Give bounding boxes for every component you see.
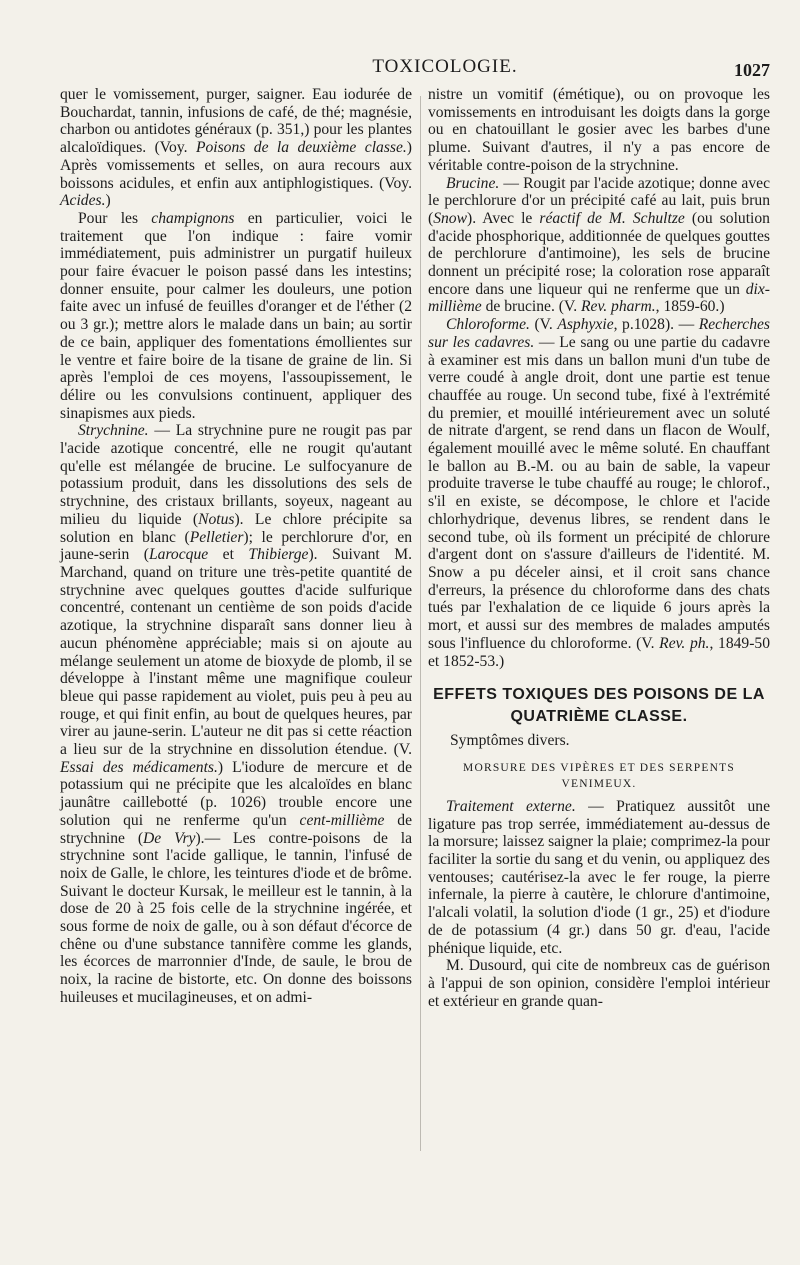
right-column-top-text	[428, 86, 770, 670]
italic-text: Rev. pharm.	[581, 298, 656, 316]
paragraph	[60, 86, 412, 210]
italic-text: Traitement externe.	[446, 797, 576, 815]
italic-text: dix-millième	[428, 280, 770, 316]
subsection-heading: MORSURE DES VIPÈRES ET DES SERPENTS VENIMEUX.	[463, 761, 735, 790]
text-run: quer le vomissement, purger, saigner. Eau iodurée de Bouchardat, tannin, infusions de café, de thé; magnésie, charbon ou antidotes généraux (p. 351,) pour les plantes alcaloïdiques. (Voy.	[60, 86, 412, 157]
italic-text: Brucine.	[446, 174, 500, 192]
italic-text: Essai des médicaments.	[60, 758, 218, 776]
paragraph	[428, 316, 770, 670]
text-run: et	[208, 546, 249, 564]
text-run: (V.	[529, 316, 558, 334]
italic-text: champignons	[151, 209, 235, 227]
text-run: — Pratiquez aussitôt une ligature pas trop serrée, immédiatement au-dessus de la morsure; laissez saigner la plaie; comprimez-la pour faciliter la sortie du sang et du venin, ou appliquez des ventouses; cautérisez-la avec le fer rouge, la pierre infernale, la pierre à cautère, le chlorure d'antimoine, l'alcali volatil, la solution d'iode (1 gr., 25) et d'iodure de de potassium (4 gr.) dans 50 gr. d'eau, l'acide phénique liquide, etc.	[428, 797, 770, 957]
italic-text: Acides.	[60, 192, 106, 210]
text-run: de brucine. (V.	[481, 298, 582, 316]
text-run: )	[105, 192, 111, 210]
section-subtitle: Symptômes divers.	[450, 732, 570, 750]
text-run: Pour les	[78, 209, 152, 227]
right-column-bottom-text	[428, 798, 770, 1010]
text-run: ). Le chlore précipite sa solution en blanc (	[60, 510, 412, 546]
paragraph	[428, 175, 770, 317]
right-column	[428, 86, 770, 1010]
text-run: (ou solution d'acide phosphorique, additionnée de quelques gouttes de perchlorure d'antimoine), les sels de brucine donnent un précipité rose; la coloration rose apparaît encore dans une liqueur qui ne renferme que un	[428, 209, 770, 298]
italic-text: réactif de M. Schultze	[539, 209, 685, 227]
italic-text: Rev. ph.	[659, 634, 710, 652]
paragraph	[60, 210, 412, 422]
column-divider	[420, 96, 421, 1151]
text-run: ) Après vomissements et selles, on aura recours aux boissons acidules, et enfin aux antiphlogistiques. (Voy.	[60, 139, 412, 192]
italic-text: cent-millième	[299, 811, 385, 829]
italic-text: Thibierge	[248, 546, 309, 564]
text-run: , 1859-60.)	[655, 298, 725, 316]
text-run: , 1849-50 et 1852-53.)	[428, 634, 771, 670]
text-run: ). Avec le	[467, 209, 540, 227]
text-run: de strychnine (	[60, 811, 412, 847]
italic-text: Strychnine.	[78, 422, 149, 440]
page-header	[60, 52, 770, 86]
text-run: — Rougit par l'acide azotique; donne avec le perchlorure d'or un précipité café au lait, puis brun (	[428, 174, 770, 227]
text-run: ). Suivant M. Marchand, quand on triture une très-petite quantité de strychnine avec quelques gouttes d'acide sulfurique concentré, contenant un centième de son poids d'acide azotique, la strychnine disparaît sans donner lieu à aucun phénomène appréciable; mais si on ajoute au mélange seulement un atome de bioxyde de plomb, il se développe à l'instant même une magnifique couleur bleue qui passe rapidement au violet, puis peu à peu au rouge, et qui finit enfin, au bout de quelques heures, par virer au jaune-serin. L'auteur ne dit pas si cette réaction a lieu sur de la strychnine en dissolution étendue. (V.	[60, 546, 412, 759]
paragraph	[428, 798, 770, 957]
text-run: ) L'iodure de mercure et de potassium qui ne précipite que les alcaloïdes en blanc jaunâtre caillebotté (p. 1026) trouble encore une solution qui ne renferme qu'un	[60, 758, 413, 829]
italic-text: Poisons de la deuxième classe.	[195, 139, 407, 157]
running-title: TOXICOLOGIE.	[372, 56, 518, 77]
italic-text: Recherches sur les cadavres.	[428, 316, 770, 351]
text-run: — Le sang ou une partie du cadavre à examiner est mis dans un ballon muni d'un tube de verre coudé à angle droit, dont une partie est tenue chauffée au rouge. Un second tube, fixé à l'extrémité du premier, et mouillé intérieurement avec un soluté de nitrate d'argent, se rend dans un flacon de Woulf, également mouillé avec le même soluté. En chauffant le ballon au B.-M. ou au bain de sable, la vapeur produite traverse le tube chauffé au rouge; le chlorof., s'il en existe, se décompose, le chlore et l'acide chlorhydrique, devenus libres, se rendent dans le second tube, où ils forment un précipité de chlorure d'argent dont on s'assure d'ailleurs de l'identité. M. Snow a pu déceler ainsi, et il croit sans chance d'erreurs, la présence du chloroforme dans des chats tués par l'exhalation de ce liquide 6 jours après la mort, et aussi sur des membres de malades amputés sous l'influence du chloroforme. (V.	[428, 333, 770, 652]
paragraph	[428, 86, 770, 175]
italic-text: De Vry	[143, 829, 196, 847]
paragraph	[60, 422, 412, 1006]
left-column	[60, 86, 412, 1007]
italic-text: Asphyxie	[557, 316, 614, 334]
italic-text: Larocque	[148, 546, 209, 564]
italic-text: Pelletier	[189, 528, 244, 546]
paragraph	[428, 957, 770, 1010]
italic-text: Notus	[198, 510, 235, 528]
italic-text: Snow	[433, 209, 467, 227]
text-run: ); le perchlorure d'or, en jaune-serin (	[60, 528, 412, 564]
text-run: — La strychnine pure ne rougit pas par l'acide azotique concentré, elle ne rougit qu'autant qu'elle est mélangée de brucine. Le sulfocyanure de potassium produit, dans les dissolutions des sels de strychnine, des cristaux brillants, soyeux, nageant au milieu du liquide (	[60, 422, 412, 528]
text-run: en particulier, voici le traitement que l'on indique : faire vomir immédiatement, puis administrer un purgatif huileux pour faire évacuer le poison passé dans les intestins; donner ensuite, pour calmer les douleurs, une potion faite avec un infusé de feuilles d'oranger et de l'éther (2 ou 3 gr.); mettre alors le malade dans un bain; au sortir de ce bain, appliquer des fomentations émollientes sur le ventre et faire boire de la tisane de graine de lin. Si après l'emploi de ces moyens, l'assoupissement, le délire ou les convulsions continuent, appliquer des sinapismes aux pieds.	[60, 209, 412, 422]
text-run: , p.1028). —	[613, 316, 699, 334]
section-heading: EFFETS TOXIQUES DES POISONS DE LA QUATRIÈME CLASSE.	[433, 686, 765, 726]
italic-text: Chloroforme.	[446, 316, 530, 334]
page-number: 1027	[734, 60, 770, 80]
text-run: ).— Les contre-poisons de la strychnine sont l'acide gallique, le tannin, l'infusé de noix de Galle, le chlore, les teintures d'iode et de brôme. Suivant le docteur Kursak, le meilleur est le tannin, à la dose de 20 à 25 fois celle de la strychnine ingérée, et sous forme de noix de galle, ou à son défaut d'écorce de chêne ou d'une substance tannifère comme les glands, les écorces de marronnier d'Inde, de saule, le brou de noix, la racine de bistorte, etc. On donne des boissons huileuses et mucilagineuses, et on admi-	[60, 829, 412, 1006]
text-run: nistre un vomitif (émétique), ou on provoque les vomissements en introduisant les doigts dans la gorge ou en chatouillant le gosier avec les barbes d'une plume. Suivant d'autres, il n'y a pas encore de véritable contre-poison de la strychnine.	[428, 86, 770, 174]
text-run: M. Dusourd, qui cite de nombreux cas de guérison à l'appui de son opinion, considère l'emploi intérieur et extérieur en grande quan-	[428, 957, 770, 1010]
